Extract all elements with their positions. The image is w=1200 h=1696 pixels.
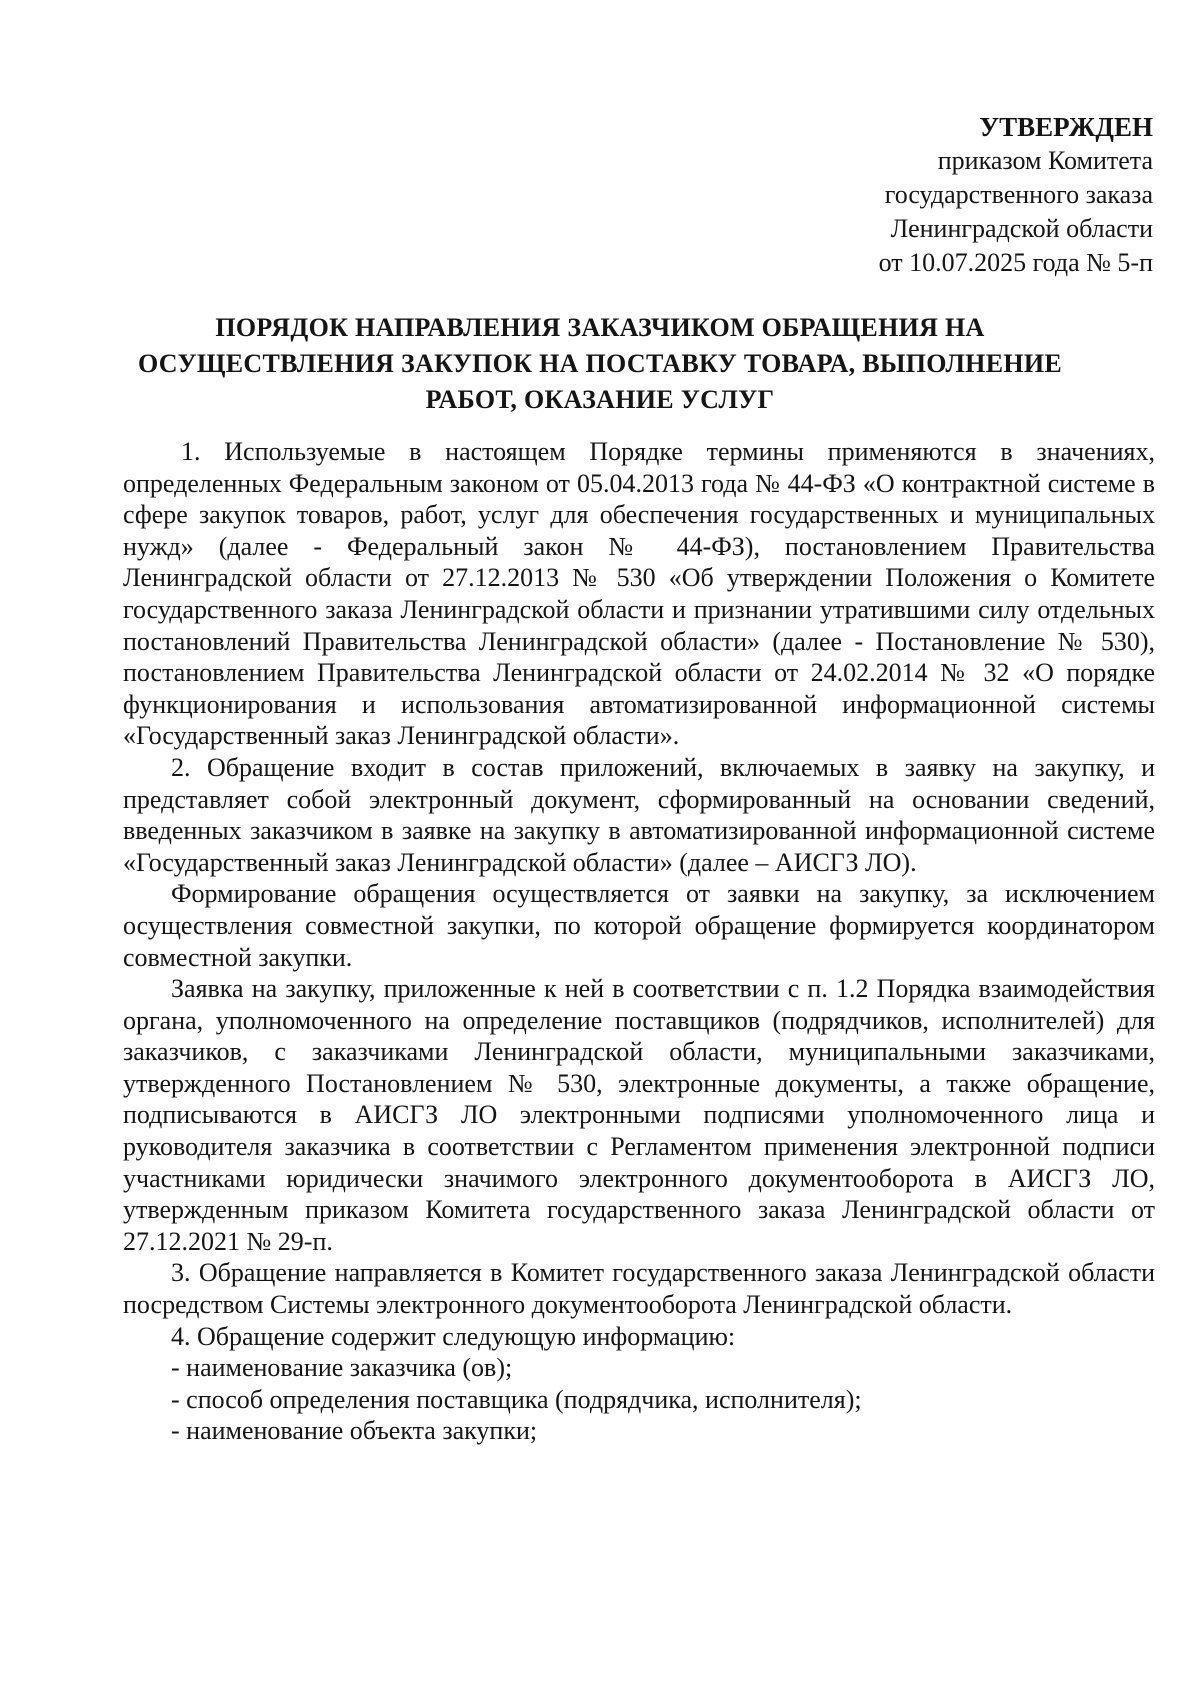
paragraph-sending: 3. Обращение направляется в Комитет государственного заказа Ленинградской области посредством Системы электронного документооборота Ленинградской области. — [123, 1258, 1155, 1320]
approval-line: государственного заказа — [884, 180, 1153, 209]
paragraph-terms: 1. Используемые в настоящем Порядке термины применяются в значениях, определенных Федеральным законом от 05.04.2013 года № 44-ФЗ «О контрактной системе в сфере закупок товаров, работ, услуг для обеспечения государственных и муниципальных нужд» (далее - Федеральный закон № 44-ФЗ), постановлением Правительства Ленинградской области от 27.12.2013 № 530 «Об утверждении Положения о Комитете государственного заказа Ленинградской области и признании утратившими силу отдельных постановлений Правительства Ленинградской области» (далее - Постановление № 530), постановлением Правительства Ленинградской области от 24.02.2014 № 32 «О порядке функционирования и использования автоматизированной информационной системы «Государственный заказ Ленинградской области». — [123, 437, 1155, 751]
approval-heading: УТВЕРЖДЕН — [979, 112, 1153, 142]
paragraph-appeal-composition: 2. Обращение входит в состав приложений, включаемых в заявку на закупку, и представляет собой электронный документ, сформированный на основании сведений, введенных заказчиком в заявке на закупку в автоматизированной информационной системе «Государственный заказ Ленинградской области» (далее – АИСГЗ ЛО). — [123, 752, 1155, 877]
approval-line: Ленинградской области — [890, 214, 1153, 243]
list-item: - наименование объекта закупки; — [171, 1416, 538, 1446]
paragraph-appeal-formation: Формирование обращения осуществляется от заявки на закупку, за исключением осуществления совместной закупки, по которой обращение формируется координатором совместной закупки. — [123, 879, 1155, 972]
paragraph-appeal-content: 4. Обращение содержит следующую информацию: — [171, 1321, 736, 1351]
list-item: - способ определения поставщика (подрядчика, исполнителя); — [171, 1384, 862, 1414]
approval-line: приказом Комитета — [937, 146, 1153, 175]
list-item: - наименование заказчика (ов); — [171, 1353, 513, 1383]
paragraph-signing: Заявка на закупку, приложенные к ней в соответствии с п. 1.2 Порядка взаимодействия органа, уполномоченного на определение поставщиков (подрядчиков, исполнителей) для заказчиков, с заказчиками Ленинградской области, муниципальными заказчиками, утвержденного Постановлением № 530, электронные документы, а также обращение, подписываются в АИСГЗ ЛО электронными подписями уполномоченного лица и руководителя заказчика в соответствии с Регламентом применения электронной подписи участниками юридически значимого электронного документооборота в АИСГЗ ЛО, утвержденным приказом Комитета государственного заказа Ленинградской области от 27.12.2021 № 29-п. — [123, 974, 1155, 1256]
approval-order-number: от 10.07.2025 года № 5-п — [878, 248, 1153, 277]
document-body — [123, 436, 1155, 1447]
approval-stamp-block — [879, 110, 1153, 280]
document-title: ПОРЯДОК НАПРАВЛЕНИЯ ЗАКАЗЧИКОМ ОБРАЩЕНИЯ НА ОСУЩЕСТВЛЕНИЯ ЗАКУПОК НА ПОСТАВКУ ТОВАРА, ВЫПОЛНЕНИЕ РАБОТ, ОКАЗАНИЕ УСЛУГ — [137, 313, 1063, 414]
